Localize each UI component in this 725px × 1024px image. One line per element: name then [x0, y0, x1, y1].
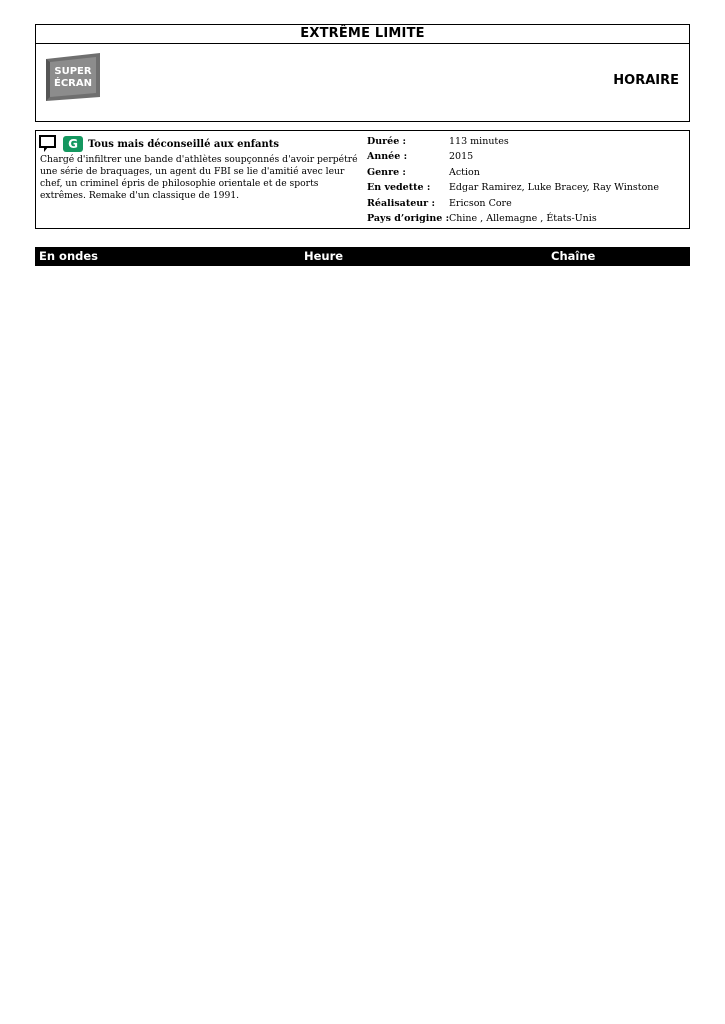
horaire-label: HORAIRE — [613, 73, 679, 88]
detail-value: 2015 — [449, 151, 474, 163]
rating-badge: G — [63, 136, 83, 152]
detail-key: En vedette : — [367, 182, 431, 194]
svg-text:SUPER: SUPER — [54, 66, 92, 77]
rating-label: Tous mais déconseillé aux enfants — [88, 138, 280, 150]
header-box — [35, 24, 690, 122]
detail-key: Pays d’origine : — [367, 212, 450, 224]
detail-key: Genre : — [367, 166, 406, 178]
speech-bubble-icon — [39, 135, 57, 153]
detail-value: 113 minutes — [449, 136, 509, 147]
schedule-table-header — [35, 247, 690, 266]
detail-value: Ericson Core — [449, 197, 512, 209]
detail-key: Année : — [367, 151, 408, 163]
info-box — [35, 130, 690, 229]
detail-value: Edgar Ramirez, Luke Bracey, Ray Winstone — [449, 182, 660, 194]
svg-text:ÉCRAN: ÉCRAN — [54, 78, 92, 89]
detail-key: Durée : — [367, 136, 407, 147]
page-title: EXTRÊME LIMITE — [36, 25, 689, 44]
detail-key: Réalisateur : — [367, 197, 435, 209]
column-header-en-ondes: En ondes — [39, 249, 99, 263]
super-ecran-logo — [44, 53, 102, 101]
detail-value: Chine , Allemagne , États-Unis — [449, 212, 597, 224]
column-header-chaine: Chaîne — [551, 249, 596, 263]
column-header-heure: Heure — [304, 249, 344, 263]
synopsis: Chargé d'infiltrer une bande d'athlètes soupçonnés d'avoir perpétré une série de braquages, un agent du FBI se lie d'amitié avec leur chef, un criminel épris de philosophie orientale et de sports extrêmes. Remake d'un classique de 1991. — [40, 154, 358, 201]
detail-value: Action — [449, 166, 480, 178]
rating-row — [39, 135, 279, 153]
